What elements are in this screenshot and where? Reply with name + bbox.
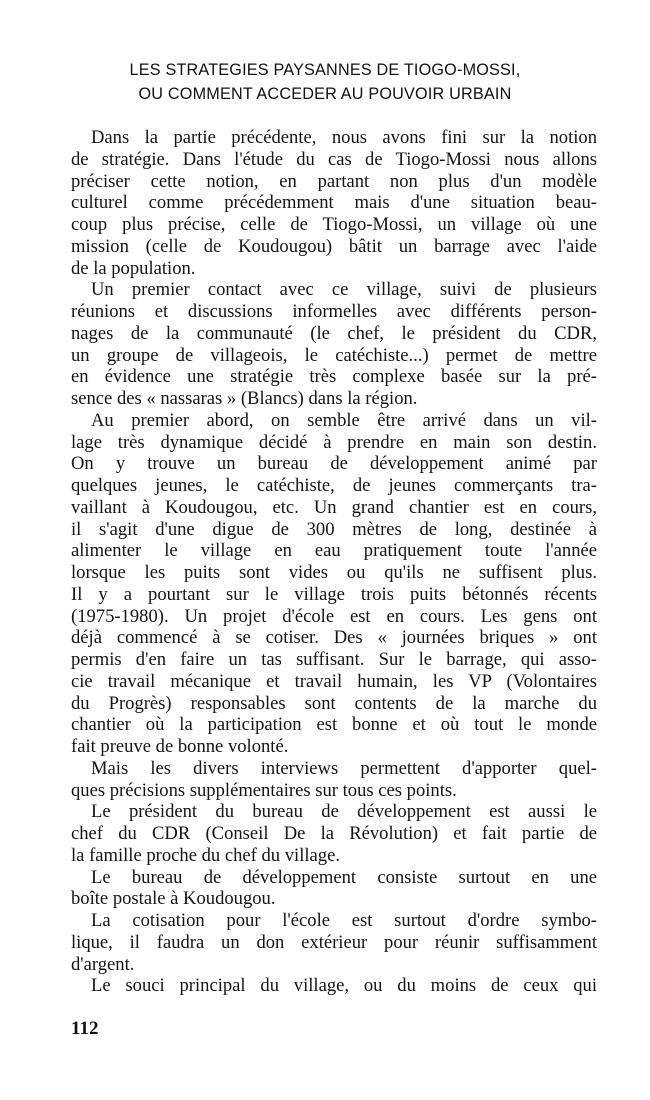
text-line-content: de la population. — [71, 257, 196, 279]
text-line — [71, 867, 597, 889]
text-line-content: On y trouve un bureau de développement animé par — [71, 453, 597, 475]
text-line — [71, 236, 597, 258]
text-line-content: permis d'en faire un tas suffisant. Sur le barrage, qui asso- — [71, 649, 597, 670]
text-line-content: préciser cette notion, en partant non plus d'un modèle — [71, 170, 597, 192]
text-line-content: culturel comme précédemment mais d'une situation beau- — [71, 192, 597, 214]
paragraph — [71, 127, 597, 279]
text-line — [71, 584, 597, 606]
text-line — [71, 627, 597, 649]
text-line — [71, 540, 597, 562]
text-line-content: chef du CDR (Conseil De la Révolution) et fait partie de — [71, 823, 597, 844]
text-line-content: Le président du bureau de développement est aussi le — [91, 801, 597, 823]
text-line — [71, 258, 597, 280]
text-line — [71, 301, 597, 323]
paragraph — [71, 801, 597, 866]
text-line-content: La cotisation pour l'école est surtout d'ordre symbo- — [91, 910, 597, 931]
text-line — [71, 845, 597, 867]
text-line — [71, 214, 597, 236]
text-line-content: de stratégie. Dans l'étude du cas de Tiogo-Mossi nous allons — [71, 148, 597, 170]
text-line-content: ques précisions supplémentaires sur tous ces points. — [71, 779, 457, 801]
text-line-content: Dans la partie précédente, nous avons fini sur la notion — [91, 127, 597, 148]
text-line — [71, 497, 597, 519]
text-line-content: la famille proche du chef du village. — [71, 844, 340, 866]
text-line — [71, 801, 597, 823]
text-line — [71, 823, 597, 845]
text-line — [71, 780, 597, 802]
text-line-content: en évidence une stratégie très complexe basée sur la pré- — [71, 366, 597, 388]
chapter-heading-line-2: OU COMMENT ACCEDER AU POUVOIR URBAIN — [138, 85, 512, 103]
paragraph — [71, 279, 597, 410]
text-line-content: mission (celle de Koudougou) bâtit un barrage avec l'aide — [71, 235, 597, 257]
text-line — [71, 910, 597, 932]
text-line — [71, 562, 597, 584]
text-line — [71, 149, 597, 171]
chapter-heading — [0, 58, 650, 106]
text-line-content: Le souci principal du village, ou du moins de ceux qui — [91, 975, 597, 997]
paragraph — [71, 975, 597, 997]
text-line-content: Il y a pourtant sur le village trois puits bétonnés récents — [71, 583, 597, 605]
paragraph — [71, 758, 597, 802]
chapter-heading-line-1: LES STRATEGIES PAYSANNES DE TIOGO-MOSSI, — [129, 61, 521, 79]
text-line-content: il s'agit d'une digue de 300 mètres de long, destinée à — [71, 518, 597, 540]
text-line — [71, 475, 597, 497]
text-line — [71, 279, 597, 301]
text-line-content: sence des « nassaras » (Blancs) dans la région. — [71, 388, 418, 409]
text-line-content: alimenter le village en eau pratiquement toute l'année — [71, 540, 597, 562]
text-line — [71, 888, 597, 910]
text-line — [71, 932, 597, 954]
text-line-content: boîte postale à Koudougou. — [71, 888, 276, 910]
text-line-content: Mais les divers interviews permettent d'apporter quel- — [91, 757, 597, 779]
text-line-content: nages de la communauté (le chef, le président du CDR, — [71, 322, 597, 344]
text-line — [71, 410, 597, 432]
page-number: 112 — [71, 1018, 99, 1039]
text-line — [71, 714, 597, 736]
text-line — [71, 323, 597, 345]
text-line — [71, 171, 597, 193]
paragraph — [71, 910, 597, 975]
text-line-content: d'argent. — [71, 953, 135, 975]
text-line — [71, 671, 597, 693]
text-line-content: quelques jeunes, le catéchiste, de jeunes commerçants tra- — [71, 475, 597, 496]
text-line — [71, 736, 597, 758]
text-line-content: du Progrès) responsables sont contents de la marche du — [71, 692, 597, 714]
text-line — [71, 975, 597, 997]
text-line — [71, 432, 597, 454]
text-line — [71, 954, 597, 976]
text-line-content: Au premier abord, on semble être arrivé dans un vil- — [91, 409, 597, 431]
text-line — [71, 192, 597, 214]
text-line — [71, 519, 597, 541]
text-line-content: un groupe de villageois, le catéchiste...) permet de mettre — [71, 344, 597, 366]
text-line — [71, 606, 597, 628]
text-line — [71, 127, 597, 149]
text-line-content: réunions et discussions informelles avec différents person- — [71, 301, 597, 322]
text-line — [71, 345, 597, 367]
text-line-content: vaillant à Koudougou, etc. Un grand chantier est en cours, — [71, 496, 597, 518]
text-line-content: fait preuve de bonne volonté. — [71, 736, 289, 757]
text-line-content: coup plus précise, celle de Tiogo-Mossi, un village où une — [71, 214, 597, 235]
paragraph — [71, 867, 597, 911]
text-line-content: Le bureau de développement consiste surtout en une — [91, 866, 597, 888]
text-line-content: lage très dynamique décidé à prendre en main son destin. — [71, 431, 597, 453]
text-line-content: lique, il faudra un don extérieur pour réunir suffisamment — [71, 931, 597, 953]
text-line-content: (1975-1980). Un projet d'école est en cours. Les gens ont — [71, 605, 597, 627]
body-text — [71, 127, 597, 997]
text-line — [71, 388, 597, 410]
text-line — [71, 649, 597, 671]
text-line — [71, 453, 597, 475]
text-line — [71, 366, 597, 388]
text-line-content: cie travail mécanique et travail humain, les VP (Volontaires — [71, 670, 597, 692]
text-line — [71, 758, 597, 780]
paragraph — [71, 410, 597, 758]
text-line-content: lorsque les puits sont vides ou qu'ils ne suffisent plus. — [71, 562, 597, 583]
text-line-content: chantier où la participation est bonne et où tout le monde — [71, 714, 597, 736]
text-line-content: Un premier contact avec ce village, suivi de plusieurs — [91, 279, 597, 301]
text-line-content: déjà commencé à se cotiser. Des « journées briques » ont — [71, 627, 597, 649]
text-line — [71, 693, 597, 715]
